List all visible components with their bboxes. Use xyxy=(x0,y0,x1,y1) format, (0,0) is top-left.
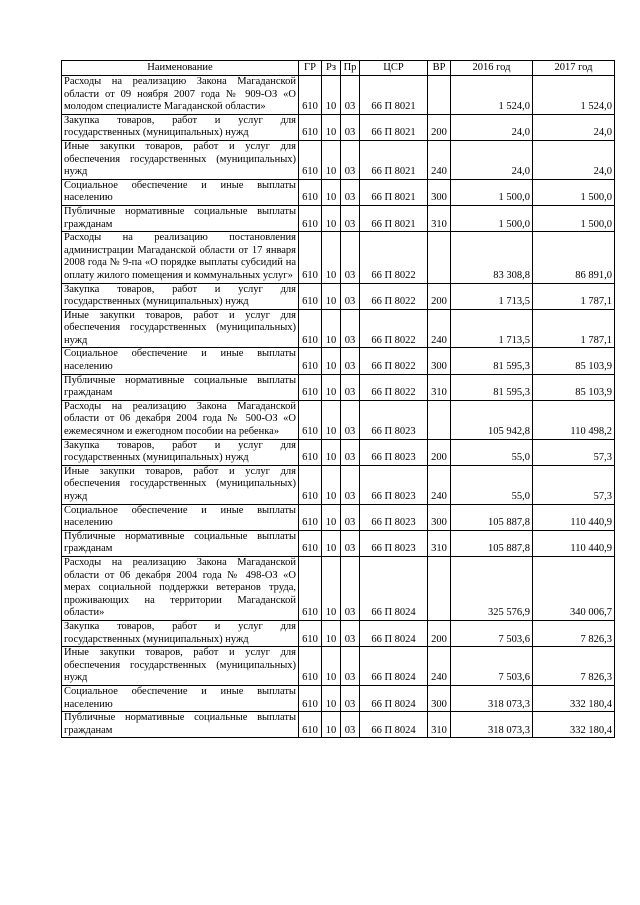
cell-2016: 55,0 xyxy=(451,465,533,504)
cell-gr: 610 xyxy=(299,400,322,439)
cell-rz: 10 xyxy=(322,283,341,309)
cell-vr: 310 xyxy=(428,712,451,738)
cell-rz: 10 xyxy=(322,465,341,504)
cell-name: Закупка товаров, работ и услуг для государственных (муниципальных) нужд xyxy=(62,114,299,140)
cell-2016: 81 595,3 xyxy=(451,348,533,374)
cell-csr: 66 П 8022 xyxy=(360,232,428,283)
cell-2017: 110 440,9 xyxy=(533,504,615,530)
cell-name: Иные закупки товаров, работ и услуг для обеспечения государственных (муниципальных) нужд xyxy=(62,465,299,504)
budget-table xyxy=(61,60,615,738)
cell-2017: 85 103,9 xyxy=(533,374,615,400)
cell-2016: 105 887,8 xyxy=(451,530,533,556)
header-pr: Пр xyxy=(341,61,360,76)
table-row xyxy=(62,76,615,115)
table-row xyxy=(62,309,615,348)
cell-gr: 610 xyxy=(299,465,322,504)
cell-pr: 03 xyxy=(341,205,360,231)
table-row xyxy=(62,504,615,530)
cell-csr: 66 П 8023 xyxy=(360,504,428,530)
cell-gr: 610 xyxy=(299,685,322,711)
cell-2017: 86 891,0 xyxy=(533,232,615,283)
cell-gr: 610 xyxy=(299,140,322,179)
cell-name: Иные закупки товаров, работ и услуг для обеспечения государственных (муниципальных) нужд xyxy=(62,140,299,179)
cell-rz: 10 xyxy=(322,647,341,686)
cell-name: Расходы на реализацию постановления администрации Магаданской области от 17 января 2008 года № 9-па «О порядке выплаты субсидий на оплату жилого помещения и коммунальных услуг» xyxy=(62,232,299,283)
cell-csr: 66 П 8022 xyxy=(360,374,428,400)
cell-pr: 03 xyxy=(341,374,360,400)
cell-gr: 610 xyxy=(299,179,322,205)
header-csr: ЦСР xyxy=(360,61,428,76)
cell-name: Иные закупки товаров, работ и услуг для обеспечения государственных (муниципальных) нужд xyxy=(62,647,299,686)
cell-2017: 332 180,4 xyxy=(533,685,615,711)
cell-csr: 66 П 8021 xyxy=(360,76,428,115)
cell-2017: 1 500,0 xyxy=(533,205,615,231)
table-row xyxy=(62,179,615,205)
table-row xyxy=(62,400,615,439)
cell-rz: 10 xyxy=(322,205,341,231)
cell-2016: 83 308,8 xyxy=(451,232,533,283)
cell-2016: 24,0 xyxy=(451,140,533,179)
cell-vr xyxy=(428,556,451,620)
cell-gr: 610 xyxy=(299,647,322,686)
cell-rz: 10 xyxy=(322,140,341,179)
cell-rz: 10 xyxy=(322,348,341,374)
cell-csr: 66 П 8023 xyxy=(360,400,428,439)
cell-2017: 85 103,9 xyxy=(533,348,615,374)
cell-pr: 03 xyxy=(341,504,360,530)
cell-gr: 610 xyxy=(299,76,322,115)
cell-vr: 300 xyxy=(428,685,451,711)
cell-rz: 10 xyxy=(322,309,341,348)
table-row xyxy=(62,374,615,400)
cell-csr: 66 П 8024 xyxy=(360,647,428,686)
cell-vr: 300 xyxy=(428,348,451,374)
cell-2017: 1 787,1 xyxy=(533,283,615,309)
cell-csr: 66 П 8024 xyxy=(360,712,428,738)
cell-rz: 10 xyxy=(322,620,341,646)
cell-2016: 1 500,0 xyxy=(451,205,533,231)
cell-gr: 610 xyxy=(299,556,322,620)
cell-pr: 03 xyxy=(341,556,360,620)
cell-2016: 325 576,9 xyxy=(451,556,533,620)
cell-name: Расходы на реализацию Закона Магаданской области от 06 декабря 2004 года № 498-ОЗ «О мерах социальной поддержки ветеранов труда, проживающих на территории Магаданской области» xyxy=(62,556,299,620)
cell-2016: 81 595,3 xyxy=(451,374,533,400)
table-row xyxy=(62,530,615,556)
table-row xyxy=(62,205,615,231)
document-page xyxy=(61,60,615,738)
cell-pr: 03 xyxy=(341,179,360,205)
cell-name: Социальное обеспечение и иные выплаты населению xyxy=(62,685,299,711)
cell-csr: 66 П 8021 xyxy=(360,140,428,179)
cell-2017: 1 524,0 xyxy=(533,76,615,115)
cell-vr: 200 xyxy=(428,114,451,140)
header-vr: ВР xyxy=(428,61,451,76)
cell-2017: 340 006,7 xyxy=(533,556,615,620)
table-row xyxy=(62,620,615,646)
cell-name: Закупка товаров, работ и услуг для государственных (муниципальных) нужд xyxy=(62,439,299,465)
cell-csr: 66 П 8024 xyxy=(360,685,428,711)
cell-pr: 03 xyxy=(341,283,360,309)
cell-vr: 200 xyxy=(428,439,451,465)
cell-2016: 55,0 xyxy=(451,439,533,465)
cell-gr: 610 xyxy=(299,205,322,231)
cell-rz: 10 xyxy=(322,76,341,115)
cell-gr: 610 xyxy=(299,374,322,400)
table-row xyxy=(62,556,615,620)
cell-vr: 310 xyxy=(428,374,451,400)
table-row xyxy=(62,140,615,179)
cell-csr: 66 П 8024 xyxy=(360,556,428,620)
header-2016: 2016 год xyxy=(451,61,533,76)
cell-2016: 1 500,0 xyxy=(451,179,533,205)
cell-rz: 10 xyxy=(322,685,341,711)
cell-pr: 03 xyxy=(341,620,360,646)
cell-2016: 1 713,5 xyxy=(451,283,533,309)
cell-csr: 66 П 8021 xyxy=(360,114,428,140)
cell-vr: 300 xyxy=(428,179,451,205)
cell-name: Расходы на реализацию Закона Магаданской области от 06 декабря 2004 года № 500-ОЗ «О ежемесячном и ежегодном пособии на ребенка» xyxy=(62,400,299,439)
cell-vr: 240 xyxy=(428,140,451,179)
cell-pr: 03 xyxy=(341,400,360,439)
cell-2017: 24,0 xyxy=(533,114,615,140)
cell-name: Социальное обеспечение и иные выплаты населению xyxy=(62,348,299,374)
cell-pr: 03 xyxy=(341,530,360,556)
cell-name: Публичные нормативные социальные выплаты гражданам xyxy=(62,530,299,556)
cell-name: Публичные нормативные социальные выплаты гражданам xyxy=(62,205,299,231)
cell-gr: 610 xyxy=(299,348,322,374)
cell-csr: 66 П 8024 xyxy=(360,620,428,646)
cell-vr xyxy=(428,76,451,115)
cell-csr: 66 П 8023 xyxy=(360,439,428,465)
table-row xyxy=(62,283,615,309)
cell-rz: 10 xyxy=(322,712,341,738)
table-row xyxy=(62,439,615,465)
cell-gr: 610 xyxy=(299,504,322,530)
cell-2016: 318 073,3 xyxy=(451,685,533,711)
cell-vr xyxy=(428,400,451,439)
cell-vr: 240 xyxy=(428,309,451,348)
cell-pr: 03 xyxy=(341,348,360,374)
cell-2017: 1 787,1 xyxy=(533,309,615,348)
table-row xyxy=(62,348,615,374)
cell-rz: 10 xyxy=(322,504,341,530)
cell-csr: 66 П 8022 xyxy=(360,348,428,374)
cell-csr: 66 П 8023 xyxy=(360,530,428,556)
cell-name: Социальное обеспечение и иные выплаты населению xyxy=(62,179,299,205)
cell-2017: 7 826,3 xyxy=(533,647,615,686)
header-row xyxy=(62,61,615,76)
cell-pr: 03 xyxy=(341,685,360,711)
cell-2017: 1 500,0 xyxy=(533,179,615,205)
table-row xyxy=(62,232,615,283)
cell-2016: 24,0 xyxy=(451,114,533,140)
cell-2017: 110 498,2 xyxy=(533,400,615,439)
cell-2016: 318 073,3 xyxy=(451,712,533,738)
cell-csr: 66 П 8022 xyxy=(360,283,428,309)
cell-name: Социальное обеспечение и иные выплаты населению xyxy=(62,504,299,530)
cell-2016: 1 524,0 xyxy=(451,76,533,115)
cell-csr: 66 П 8022 xyxy=(360,309,428,348)
cell-rz: 10 xyxy=(322,232,341,283)
table-row xyxy=(62,114,615,140)
cell-name: Публичные нормативные социальные выплаты гражданам xyxy=(62,374,299,400)
cell-gr: 610 xyxy=(299,439,322,465)
cell-pr: 03 xyxy=(341,232,360,283)
cell-pr: 03 xyxy=(341,309,360,348)
cell-pr: 03 xyxy=(341,439,360,465)
cell-2017: 57,3 xyxy=(533,465,615,504)
cell-2016: 1 713,5 xyxy=(451,309,533,348)
cell-vr: 200 xyxy=(428,283,451,309)
table-row xyxy=(62,647,615,686)
cell-name: Закупка товаров, работ и услуг для государственных (муниципальных) нужд xyxy=(62,620,299,646)
cell-gr: 610 xyxy=(299,309,322,348)
cell-pr: 03 xyxy=(341,647,360,686)
cell-gr: 610 xyxy=(299,712,322,738)
cell-pr: 03 xyxy=(341,140,360,179)
cell-gr: 610 xyxy=(299,530,322,556)
cell-name: Закупка товаров, работ и услуг для государственных (муниципальных) нужд xyxy=(62,283,299,309)
table-row xyxy=(62,685,615,711)
table-row xyxy=(62,712,615,738)
cell-vr: 300 xyxy=(428,504,451,530)
cell-rz: 10 xyxy=(322,530,341,556)
cell-rz: 10 xyxy=(322,114,341,140)
cell-2017: 24,0 xyxy=(533,140,615,179)
cell-pr: 03 xyxy=(341,76,360,115)
cell-rz: 10 xyxy=(322,556,341,620)
header-rz: Рз xyxy=(322,61,341,76)
cell-2016: 105 942,8 xyxy=(451,400,533,439)
cell-vr: 240 xyxy=(428,647,451,686)
cell-2017: 110 440,9 xyxy=(533,530,615,556)
cell-pr: 03 xyxy=(341,465,360,504)
cell-csr: 66 П 8021 xyxy=(360,205,428,231)
cell-2017: 57,3 xyxy=(533,439,615,465)
header-2017: 2017 год xyxy=(533,61,615,76)
cell-rz: 10 xyxy=(322,400,341,439)
cell-gr: 610 xyxy=(299,620,322,646)
cell-vr xyxy=(428,232,451,283)
cell-2016: 7 503,6 xyxy=(451,647,533,686)
header-name: Наименование xyxy=(62,61,299,76)
cell-2016: 105 887,8 xyxy=(451,504,533,530)
cell-pr: 03 xyxy=(341,114,360,140)
cell-pr: 03 xyxy=(341,712,360,738)
cell-gr: 610 xyxy=(299,232,322,283)
cell-vr: 200 xyxy=(428,620,451,646)
cell-vr: 310 xyxy=(428,205,451,231)
cell-vr: 240 xyxy=(428,465,451,504)
cell-2017: 7 826,3 xyxy=(533,620,615,646)
cell-csr: 66 П 8021 xyxy=(360,179,428,205)
table-row xyxy=(62,465,615,504)
cell-2017: 332 180,4 xyxy=(533,712,615,738)
cell-vr: 310 xyxy=(428,530,451,556)
cell-rz: 10 xyxy=(322,439,341,465)
header-gr: ГР xyxy=(299,61,322,76)
cell-gr: 610 xyxy=(299,114,322,140)
cell-name: Публичные нормативные социальные выплаты гражданам xyxy=(62,712,299,738)
cell-csr: 66 П 8023 xyxy=(360,465,428,504)
cell-rz: 10 xyxy=(322,179,341,205)
cell-gr: 610 xyxy=(299,283,322,309)
cell-name: Расходы на реализацию Закона Магаданской области от 09 ноября 2007 года № 909-ОЗ «О молодом специалисте Магаданской области» xyxy=(62,76,299,115)
cell-name: Иные закупки товаров, работ и услуг для обеспечения государственных (муниципальных) нужд xyxy=(62,309,299,348)
cell-2016: 7 503,6 xyxy=(451,620,533,646)
cell-rz: 10 xyxy=(322,374,341,400)
